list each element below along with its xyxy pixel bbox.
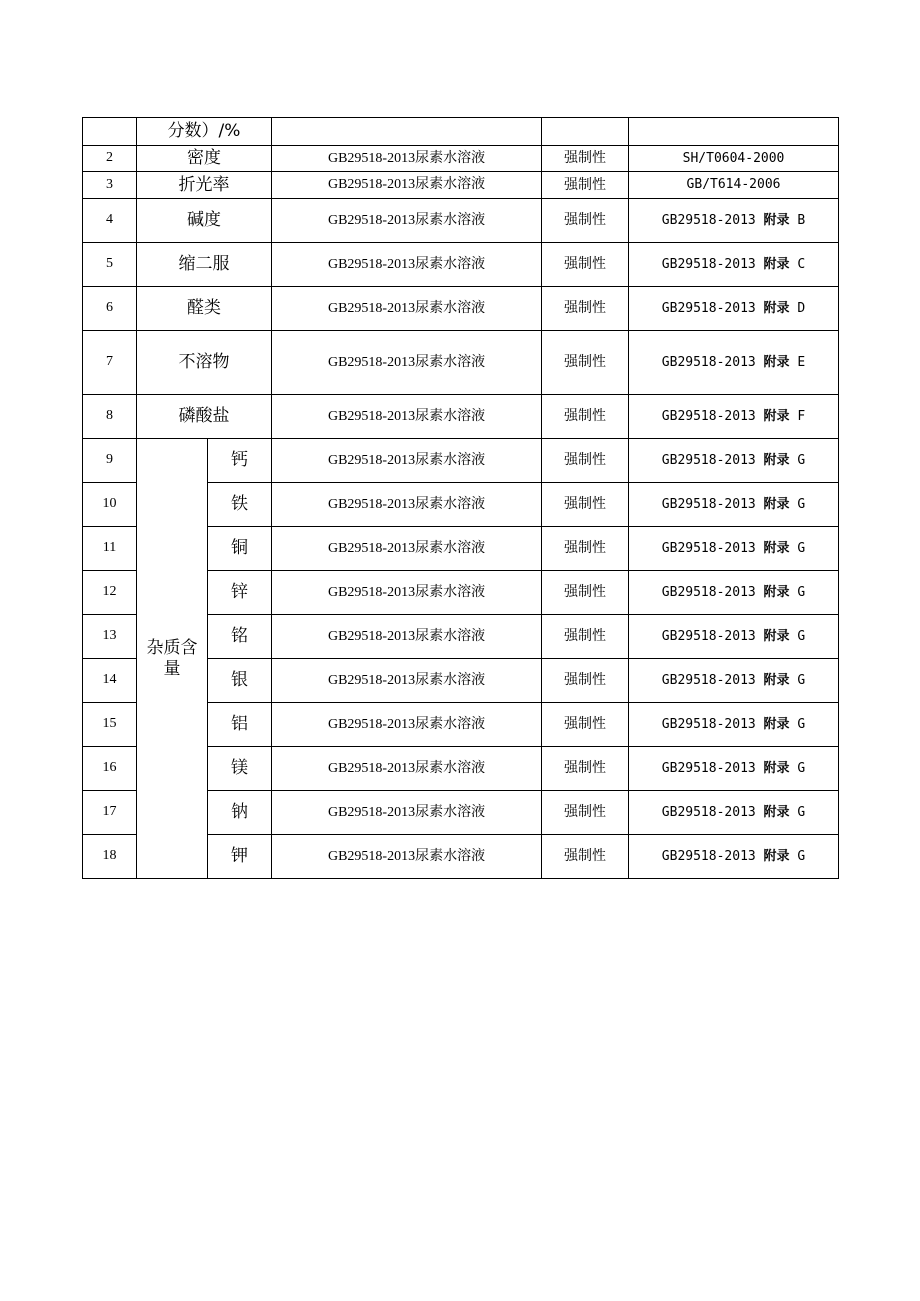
nature-cell: 强制性 bbox=[542, 243, 629, 287]
nature-cell: 强制性 bbox=[542, 835, 629, 879]
row-number-cell bbox=[83, 118, 137, 146]
method-appendix-label: 附录 bbox=[763, 496, 790, 512]
nature-cell: 强制性 bbox=[542, 659, 629, 703]
method-appendix-letter: G bbox=[789, 584, 806, 600]
standard-code: GB29518-2013 bbox=[327, 672, 416, 688]
standard-cell bbox=[272, 615, 542, 659]
standard-cell bbox=[272, 659, 542, 703]
standard-cell bbox=[272, 199, 542, 243]
nature-cell: 强制性 bbox=[542, 199, 629, 243]
row-number-cell: 14 bbox=[83, 659, 137, 703]
table-row bbox=[83, 287, 839, 331]
method-cell bbox=[629, 243, 839, 287]
standard-code: GB29518-2013 bbox=[327, 408, 416, 424]
method-appendix-label: 附录 bbox=[763, 256, 790, 272]
standard-cell bbox=[272, 395, 542, 439]
row-number-cell: 7 bbox=[83, 331, 137, 395]
standard-name: 尿素水溶液 bbox=[415, 715, 486, 732]
nature-cell: 强制性 bbox=[542, 146, 629, 172]
row-number-cell: 12 bbox=[83, 571, 137, 615]
table-row bbox=[83, 331, 839, 395]
standard-cell bbox=[272, 118, 542, 146]
method-code: GB29518-2013 bbox=[661, 496, 764, 512]
method-appendix-label: 附录 bbox=[763, 716, 790, 732]
nature-cell: 强制性 bbox=[542, 287, 629, 331]
standard-code: GB29518-2013 bbox=[327, 804, 416, 820]
method-cell bbox=[629, 527, 839, 571]
method-code: GB29518-2013 bbox=[661, 212, 764, 228]
method-cell bbox=[629, 331, 839, 395]
method-code: GB29518-2013 bbox=[661, 452, 764, 468]
impurity-group-label: 杂质含量 bbox=[137, 439, 208, 879]
nature-cell: 强制性 bbox=[542, 703, 629, 747]
standard-name: 尿素水溶液 bbox=[415, 149, 486, 166]
standard-code: GB29518-2013 bbox=[327, 628, 416, 644]
nature-cell: 强制性 bbox=[542, 331, 629, 395]
standard-code: GB29518-2013 bbox=[327, 716, 416, 732]
standard-code: GB29518-2013 bbox=[327, 452, 416, 468]
standard-name: 尿素水溶液 bbox=[415, 583, 486, 600]
standard-code: GB29518-2013 bbox=[327, 300, 416, 316]
table-row bbox=[83, 395, 839, 439]
item-name-cell: 磷酸盐 bbox=[137, 395, 272, 439]
method-cell bbox=[629, 747, 839, 791]
method-code: GB29518-2013 bbox=[661, 300, 764, 316]
method-appendix-letter: G bbox=[789, 848, 806, 864]
method-cell bbox=[629, 287, 839, 331]
standard-code: GB29518-2013 bbox=[327, 354, 416, 370]
standard-code: GB29518-2013 bbox=[327, 496, 416, 512]
method-code: GB29518-2013 bbox=[661, 760, 764, 776]
standard-cell bbox=[272, 243, 542, 287]
standard-cell bbox=[272, 835, 542, 879]
standard-code: GB29518-2013 bbox=[327, 256, 416, 272]
method-appendix-label: 附录 bbox=[763, 408, 790, 424]
item-name-cell: 不溶物 bbox=[137, 331, 272, 395]
row-number-cell: 9 bbox=[83, 439, 137, 483]
method-appendix-letter: G bbox=[789, 452, 806, 468]
method-code: GB/T614-2006 bbox=[686, 177, 781, 193]
sub-item-name-cell: 锌 bbox=[208, 571, 272, 615]
standard-code: GB29518-2013 bbox=[327, 848, 416, 864]
method-appendix-letter: D bbox=[789, 300, 806, 316]
method-appendix-letter: B bbox=[789, 212, 806, 228]
row-number-cell: 4 bbox=[83, 199, 137, 243]
nature-cell bbox=[542, 118, 629, 146]
method-appendix-letter: E bbox=[789, 354, 806, 370]
standard-name: 尿素水溶液 bbox=[415, 759, 486, 776]
standards-table bbox=[82, 117, 839, 879]
table-body bbox=[83, 118, 839, 879]
method-code: GB29518-2013 bbox=[661, 716, 764, 732]
standard-code: GB29518-2013 bbox=[327, 584, 416, 600]
item-name-cell: 缩二服 bbox=[137, 243, 272, 287]
method-appendix-label: 附录 bbox=[763, 212, 790, 228]
standard-name: 尿素水溶液 bbox=[415, 255, 486, 272]
standard-name: 尿素水溶液 bbox=[415, 495, 486, 512]
standard-code: GB29518-2013 bbox=[327, 212, 416, 228]
standard-name: 尿素水溶液 bbox=[415, 847, 486, 864]
item-name-cell: 分数）/% bbox=[137, 118, 272, 146]
standard-code: GB29518-2013 bbox=[327, 177, 416, 193]
sub-item-name-cell: 铝 bbox=[208, 703, 272, 747]
item-name-cell: 密度 bbox=[137, 146, 272, 172]
nature-cell: 强制性 bbox=[542, 571, 629, 615]
method-code: GB29518-2013 bbox=[661, 584, 764, 600]
nature-cell: 强制性 bbox=[542, 747, 629, 791]
method-appendix-label: 附录 bbox=[763, 628, 790, 644]
method-cell bbox=[629, 146, 839, 172]
standard-cell bbox=[272, 439, 542, 483]
standard-name: 尿素水溶液 bbox=[415, 176, 486, 193]
nature-cell: 强制性 bbox=[542, 439, 629, 483]
nature-cell: 强制性 bbox=[542, 172, 629, 199]
standard-cell bbox=[272, 527, 542, 571]
row-number-cell: 6 bbox=[83, 287, 137, 331]
method-code: GB29518-2013 bbox=[661, 672, 764, 688]
method-appendix-letter: G bbox=[789, 760, 806, 776]
row-number-cell: 10 bbox=[83, 483, 137, 527]
method-appendix-letter: G bbox=[789, 540, 806, 556]
standard-cell bbox=[272, 331, 542, 395]
row-number-cell: 13 bbox=[83, 615, 137, 659]
item-name-cell: 醛类 bbox=[137, 287, 272, 331]
method-code: GB29518-2013 bbox=[661, 804, 764, 820]
method-cell bbox=[629, 659, 839, 703]
standard-name: 尿素水溶液 bbox=[415, 299, 486, 316]
method-appendix-label: 附录 bbox=[763, 848, 790, 864]
row-number-cell: 16 bbox=[83, 747, 137, 791]
row-number-cell: 18 bbox=[83, 835, 137, 879]
standard-cell bbox=[272, 172, 542, 199]
sub-item-name-cell: 铁 bbox=[208, 483, 272, 527]
method-appendix-label: 附录 bbox=[763, 300, 790, 316]
method-appendix-label: 附录 bbox=[763, 540, 790, 556]
row-number-cell: 11 bbox=[83, 527, 137, 571]
method-appendix-letter: G bbox=[789, 496, 806, 512]
method-code: GB29518-2013 bbox=[661, 848, 764, 864]
nature-cell: 强制性 bbox=[542, 791, 629, 835]
standard-cell bbox=[272, 571, 542, 615]
method-appendix-label: 附录 bbox=[763, 760, 790, 776]
standard-cell bbox=[272, 146, 542, 172]
standard-code: GB29518-2013 bbox=[327, 540, 416, 556]
method-appendix-label: 附录 bbox=[763, 584, 790, 600]
standard-cell bbox=[272, 703, 542, 747]
item-name-cell: 折光率 bbox=[137, 172, 272, 199]
method-appendix-letter: G bbox=[789, 804, 806, 820]
method-code: SH/T0604-2000 bbox=[682, 150, 785, 166]
method-cell bbox=[629, 395, 839, 439]
method-cell bbox=[629, 615, 839, 659]
method-appendix-letter: G bbox=[789, 628, 806, 644]
table-row bbox=[83, 146, 839, 172]
method-cell bbox=[629, 703, 839, 747]
standard-name: 尿素水溶液 bbox=[415, 539, 486, 556]
table-row bbox=[83, 199, 839, 243]
method-appendix-label: 附录 bbox=[763, 804, 790, 820]
item-name-cell: 碱度 bbox=[137, 199, 272, 243]
standard-name: 尿素水溶液 bbox=[415, 671, 486, 688]
table-row-continued bbox=[83, 118, 839, 146]
standard-name: 尿素水溶液 bbox=[415, 451, 486, 468]
nature-cell: 强制性 bbox=[542, 395, 629, 439]
standard-cell bbox=[272, 791, 542, 835]
sub-item-name-cell: 铜 bbox=[208, 527, 272, 571]
method-appendix-letter: C bbox=[789, 256, 806, 272]
method-appendix-label: 附录 bbox=[763, 354, 790, 370]
method-appendix-label: 附录 bbox=[763, 452, 790, 468]
method-appendix-label: 附录 bbox=[763, 672, 790, 688]
standard-cell bbox=[272, 287, 542, 331]
method-cell bbox=[629, 483, 839, 527]
row-number-cell: 2 bbox=[83, 146, 137, 172]
standard-code: GB29518-2013 bbox=[327, 150, 416, 166]
method-cell bbox=[629, 199, 839, 243]
standard-cell bbox=[272, 483, 542, 527]
nature-cell: 强制性 bbox=[542, 527, 629, 571]
method-code: GB29518-2013 bbox=[661, 540, 764, 556]
sub-item-name-cell: 钠 bbox=[208, 791, 272, 835]
nature-cell: 强制性 bbox=[542, 483, 629, 527]
method-code: GB29518-2013 bbox=[661, 354, 764, 370]
method-cell bbox=[629, 172, 839, 199]
standard-name: 尿素水溶液 bbox=[415, 627, 486, 644]
table-row bbox=[83, 172, 839, 199]
row-number-cell: 8 bbox=[83, 395, 137, 439]
method-appendix-letter: F bbox=[789, 408, 806, 424]
nature-cell: 强制性 bbox=[542, 615, 629, 659]
standard-name: 尿素水溶液 bbox=[415, 211, 486, 228]
standard-name: 尿素水溶液 bbox=[415, 803, 486, 820]
standard-name: 尿素水溶液 bbox=[415, 407, 486, 424]
row-number-cell: 3 bbox=[83, 172, 137, 199]
method-appendix-letter: G bbox=[789, 716, 806, 732]
standard-cell bbox=[272, 747, 542, 791]
method-cell bbox=[629, 571, 839, 615]
sub-item-name-cell: 镁 bbox=[208, 747, 272, 791]
sub-item-name-cell: 铭 bbox=[208, 615, 272, 659]
method-cell bbox=[629, 439, 839, 483]
row-number-cell: 15 bbox=[83, 703, 137, 747]
method-cell bbox=[629, 118, 839, 146]
sub-item-name-cell: 银 bbox=[208, 659, 272, 703]
method-cell bbox=[629, 835, 839, 879]
sub-item-name-cell: 钾 bbox=[208, 835, 272, 879]
table-row bbox=[83, 243, 839, 287]
table-row bbox=[83, 439, 839, 483]
sub-item-name-cell: 钙 bbox=[208, 439, 272, 483]
standard-code: GB29518-2013 bbox=[327, 760, 416, 776]
method-cell bbox=[629, 791, 839, 835]
standard-name: 尿素水溶液 bbox=[415, 353, 486, 370]
row-number-cell: 17 bbox=[83, 791, 137, 835]
method-code: GB29518-2013 bbox=[661, 256, 764, 272]
method-code: GB29518-2013 bbox=[661, 408, 764, 424]
method-appendix-letter: G bbox=[789, 672, 806, 688]
row-number-cell: 5 bbox=[83, 243, 137, 287]
method-code: GB29518-2013 bbox=[661, 628, 764, 644]
